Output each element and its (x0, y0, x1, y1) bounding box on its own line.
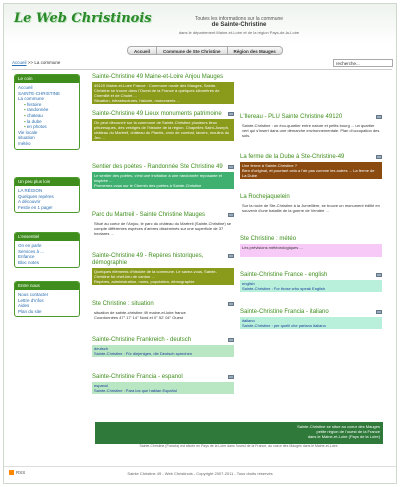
sidebar-item-commune[interactable]: La commune (18, 96, 45, 102)
article-card (240, 114, 382, 139)
article-title[interactable]: Sainte-Christine France - english (240, 272, 328, 278)
article-card (92, 74, 234, 104)
sidebar-item-region[interactable]: LA RÉGION (18, 188, 43, 193)
article-text-2: Bien d'original, et pourtant cela a l'air pas comme les autres ... La ferme de La Dube (242, 168, 375, 178)
article-title[interactable]: La Rochejaquelein (240, 194, 290, 200)
mail-icon[interactable] (376, 310, 382, 314)
article-title[interactable]: Sainte-Christine 49 Maine-et-Loire Anjou Mauges (92, 74, 224, 80)
footer-line-3: dans le Maine-et-Loire (Pays de la Loire) (307, 434, 380, 439)
breadcrumb-home[interactable]: Accueil (12, 60, 27, 65)
search-input[interactable]: recherche... (333, 59, 393, 67)
footer-line-1: Sainte-Christine se situe au coeur des Mauges (297, 424, 380, 429)
article-title[interactable]: Sainte-Christine Francia - italiano (240, 309, 329, 315)
footer-note: Sainte-Christine (Francia) est située en Pays de la Loire dans l'ouest de la France, au coeur des Mauges dans le Maine-et-Loire. (139, 444, 339, 448)
article-text-2: Situation, infrastructures, histoire, monuments ... (94, 98, 180, 103)
article-body (240, 317, 382, 329)
sidebar-item-situation[interactable]: situation (18, 135, 35, 141)
article-body: On peut découvrir sur la commune de Sainte-Christine plusieurs lieux pittoresques, des vestiges de l'histoire de la région. Chapelles Saint-Joseph, château du Martreil, château du Plantis, croix de combat, lavoirs, moulins du Jeu ... (92, 119, 234, 141)
sidebar-box-essentiel (14, 232, 80, 268)
sidebar-subitem-la-dube[interactable]: ▪ la dube (18, 119, 76, 125)
article-title[interactable]: Parc du Martreil - Sainte Christine Mauges (92, 212, 206, 218)
page-frame (3, 3, 397, 484)
mail-icon[interactable] (376, 273, 382, 277)
footer-banner (95, 422, 383, 444)
article-text: english (242, 281, 255, 286)
header-line-2: de Sainte-Christine (211, 22, 267, 28)
sidebar-item-decouvrir[interactable]: A découvrir (18, 199, 41, 205)
rss-label: RSS (16, 470, 26, 475)
article-body (92, 382, 234, 394)
article-card (92, 253, 234, 285)
article-text: Le sentier des poètes, c'est une invitation à une randonnée reposante et inspirée ... (94, 173, 222, 183)
article-title[interactable]: Sainte-Christine 49 - Repères historiques, démographie (92, 253, 204, 266)
article-body: Situé au coeur de l'Anjou, le parc du château du Martreil (Sainte-Christine) se compte différentes espèces d'arbres disséminés sur une superficie de 37 hectares ... (92, 220, 234, 237)
article-text-2: Sainte-Christine : For those who speak English (242, 286, 326, 291)
sidebar-item-on-en-parle[interactable]: On en parle (18, 243, 42, 248)
mail-icon[interactable] (228, 338, 234, 342)
article-body: Sainte-Christine : un éco-quartier entre nature et petits bourg ... un quartier vert qui s'insert dans une démarche environnementale. Plan d'occupation des sols. (240, 122, 382, 139)
article-card (240, 272, 382, 292)
article-text: deutsch (94, 346, 109, 351)
breadcrumb (12, 60, 60, 65)
article-body (240, 280, 382, 292)
footer-line-2: petite région de l'ouest de la France (316, 429, 380, 434)
article-card (240, 154, 382, 179)
article-card (92, 164, 234, 189)
sidebar-item-contact[interactable]: Nous contacter (18, 292, 49, 297)
sidebar-item-festiv[interactable]: Festiv en 1 page! (18, 204, 53, 210)
sidebar-item-accueil[interactable]: Accueil (18, 85, 33, 90)
header (4, 4, 396, 44)
article-card (92, 301, 234, 321)
divider (4, 466, 396, 467)
article-card (92, 111, 234, 141)
mail-icon[interactable] (376, 115, 382, 119)
article-text: espanol (94, 383, 109, 388)
article-body (92, 172, 234, 189)
article-text-2: Sainte-Christine : Para los que hablan Español (94, 388, 177, 393)
site-logo[interactable]: Le Web Christinois (14, 11, 152, 26)
article-card (92, 374, 234, 394)
sidebar-item-services[interactable]: Services à ... (18, 248, 45, 254)
sidebar-item-vie-locale[interactable]: Vie locale (18, 129, 38, 135)
article-text-2: Sainte-Christine : per quelli che parlano italiano (242, 323, 326, 328)
article-title[interactable]: La ferme de la Dube à Ste-Christine-49 (240, 154, 345, 160)
mail-icon[interactable] (228, 213, 234, 217)
mail-icon[interactable] (228, 375, 234, 379)
sidebar-item-reperes[interactable]: Quelques repères (18, 193, 54, 199)
article-card (92, 337, 234, 357)
article-text-2: Coordonnées 47° 17' 14'' Nord et 0° 52' 04'' Ouest (94, 315, 183, 320)
sidebar-item-meteo[interactable]: météo (18, 140, 31, 146)
sidebar-item-lettre[interactable]: Lettre d'infos (18, 297, 44, 303)
article-text-2: Promenez-vous sur le Chemin des poètes à Sainte-Christine (94, 183, 202, 188)
article-body: Les prévisions météorologiques ... (240, 244, 382, 257)
divider (12, 69, 392, 70)
mail-icon[interactable] (228, 254, 234, 258)
sidebar-box-title: L'essentiel (15, 233, 79, 241)
article-text: Quelques éléments d'histoire de la commune. Le savez-vous, Sainte-Christine fut chef-lieu de canton ... (94, 269, 217, 279)
mail-icon[interactable] (376, 155, 382, 159)
header-line-3: dans le département Maine-et-Loire et de la région Pays-de-la-Loire (178, 30, 300, 35)
article-text: italiano (242, 318, 255, 323)
nav-item-accueil[interactable]: Accueil (128, 47, 157, 54)
article-title[interactable]: Sainte-Christine Frankreich - deutsch (92, 337, 192, 343)
header-line-1: Toutes les informations sur la commune (194, 16, 284, 22)
article-body (240, 162, 382, 179)
article-body: Sur la route de Ste-Christine à la Jumellière, se trouve un monument édifié en souvenir d'une bataille de la guerre de Vendée ... (240, 202, 382, 214)
article-text-2: Sainte-Christine : Für diejenigen, die Deutsch sprechen (94, 351, 193, 356)
article-text: situation de sainte-christine 49 maine-et-loire france (94, 310, 186, 315)
article-title[interactable]: L'Ilereau - PLU Sainte Christine 49120 (240, 114, 343, 120)
breadcrumb-current: La commune (34, 60, 61, 65)
sidebar-subitem-randonnee[interactable]: ▪ randonnée (18, 107, 76, 113)
article-body (92, 345, 234, 357)
sidebar-box-plus-loin (14, 177, 80, 213)
sidebar-item-aides[interactable]: Aides (18, 303, 30, 309)
sidebar-item-enfance[interactable]: Enfance (18, 254, 35, 260)
article-body (92, 82, 234, 104)
article-text: 49120 Maine-et-Loire France : Commune rurale des Mauges, Sainte-Christine se trouve dans l'Ouest de la France à quelques kilomètres de Chemillé et de Cholet ... (94, 83, 220, 98)
breadcrumb-separator: >> (27, 60, 34, 65)
article-title[interactable]: Sainte-Christine Francia - espanol (92, 374, 183, 380)
article-body (92, 309, 234, 321)
mail-icon[interactable] (228, 112, 234, 116)
sidebar-item-bloc-notes[interactable]: Bloc notes (18, 259, 40, 265)
sidebar-item-plan[interactable]: Plan du site (18, 308, 42, 314)
sidebar-box-title: Entre nous (15, 282, 79, 290)
article-card (240, 194, 382, 214)
article-card (240, 309, 382, 329)
sidebar-box-title: Un peu plus loin (15, 178, 79, 186)
article-text: Une ferme à Sainte-Christine ? (242, 163, 297, 168)
mail-icon[interactable] (228, 302, 234, 306)
sidebar-subitem-histoire[interactable]: ▪ histoire (18, 102, 76, 108)
copyright: Sainte Christine 49 - Web Christinois - Copyright 2007-2011 - Tous droits réservés (127, 471, 273, 476)
sidebar-box-title: Le coin (15, 75, 79, 83)
article-title[interactable]: Ste Christine : situation (92, 301, 154, 307)
sidebar-subitem-chateau[interactable]: ▪ chateau (18, 113, 76, 119)
article-card (240, 236, 382, 257)
article-body (92, 268, 234, 285)
sidebar-subitem-photos[interactable]: ▪ en photos (18, 124, 76, 130)
article-title[interactable]: Sentier des poètes - Randonnée Ste Christine 49 (92, 164, 223, 170)
article-card (92, 212, 234, 237)
mail-icon[interactable] (228, 165, 234, 169)
article-title[interactable]: Ste Christine : météo (240, 236, 297, 242)
sidebar-item-sainte-christine[interactable]: SAINTE-CHRISTINE (18, 90, 61, 96)
nav-item-commune[interactable]: Commune de Ste Christine (157, 47, 228, 54)
article-text-2: Repères, administration, noms, population, démographie (94, 279, 195, 284)
article-title[interactable]: Sainte-Christine 49 Lieux monuments patrimoine (92, 111, 222, 117)
sidebar-box-entre-nous (14, 281, 80, 317)
nav-item-region[interactable]: Région des Mauges (233, 49, 276, 54)
sidebar-box-le-coin (14, 74, 80, 150)
top-nav (127, 46, 283, 55)
